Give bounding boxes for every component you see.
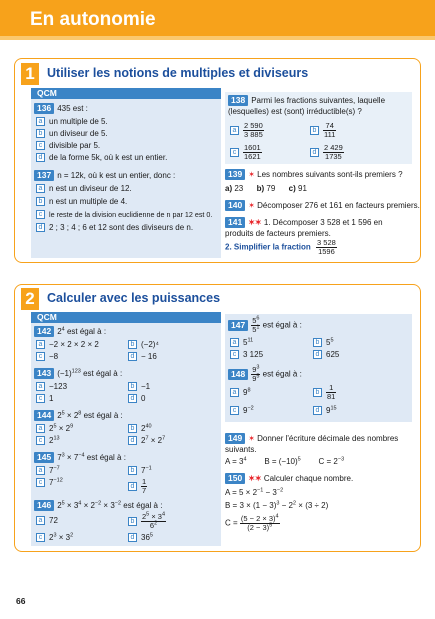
option-letter: b (313, 388, 322, 397)
fraction: $\frac{2^5 \times 3^4}{6^2}$ (142, 511, 166, 530)
fraction: $\frac{9^3}{9^5}$ (252, 364, 260, 383)
question-number: 148 (228, 369, 248, 380)
question-stem: Les nombres suivants sont-ils premiers ? (257, 170, 403, 179)
option-b[interactable]: b $2^{40}$ (128, 424, 152, 434)
option-a[interactable] (36, 184, 132, 194)
option-a[interactable] (36, 382, 67, 392)
option-letter: c (230, 350, 239, 359)
section-number: 1 (21, 63, 39, 85)
question-number: 138 (228, 95, 248, 106)
option-letter: a (230, 126, 239, 135)
question-136 (34, 103, 88, 114)
option-d[interactable] (128, 478, 147, 495)
question-149-items: $A = 3^4$ $B = (-10)^5$ $C = 2^{-3}$ (225, 456, 345, 466)
option-b[interactable] (36, 129, 108, 139)
question-number: 146 (34, 500, 54, 511)
numerator: 74 (323, 122, 336, 131)
qcm-label: QCM (31, 312, 221, 323)
numerator: 2 590 (244, 121, 263, 130)
option-letter: a (36, 466, 45, 475)
qcm-box (31, 88, 221, 258)
double-star-icon: ✶✶ (248, 474, 262, 483)
option-b[interactable]: b $5^5$ (313, 338, 334, 348)
fraction: $\frac{(5 - 2 \times 3)^4}{(2 - 3)^5}$ (240, 513, 279, 532)
question-stem: est égal à : (86, 453, 126, 462)
option-letter: c (36, 210, 45, 219)
expression-c: C = $\frac{(5 - 2 \times 3)^4}{(2 - 3)^5}$ (225, 513, 279, 532)
denominator: 1735 (325, 152, 342, 161)
fraction (243, 122, 264, 139)
option-text: un multiple de 5. (49, 117, 108, 126)
option-letter: c (230, 148, 239, 157)
option-c[interactable] (36, 141, 100, 151)
question-145: 145 $7^3 \times 7^{-4}$ est égal à : (34, 452, 126, 463)
question-number: 137 (34, 170, 54, 181)
question-stem: n = 12k, où k est un entier, donc : (57, 171, 176, 180)
question-stem: Décomposer 276 et 161 en facteurs premiers. (257, 201, 420, 210)
option-letter: a (36, 184, 45, 193)
section-1-panel (14, 58, 421, 263)
question-150 (225, 473, 353, 484)
option-text: −2 × 2 × 2 × 2 (49, 340, 99, 349)
section-2-panel (14, 284, 421, 552)
option-letter: b (128, 340, 137, 349)
option-letter: c (36, 478, 45, 487)
question-number: 139 (225, 169, 245, 180)
option-letter: b (128, 424, 137, 433)
option-letter: d (128, 533, 137, 542)
answer-c: 91 (298, 184, 307, 193)
double-star-icon: ✶✶ (248, 218, 262, 227)
option-c[interactable]: c $2^3 \times 3^2$ (36, 533, 73, 543)
option-a[interactable] (230, 122, 264, 139)
section-title: Utiliser les notions de multiples et diviseurs (47, 66, 309, 80)
qcm-label: QCM (31, 88, 221, 99)
question-number: 136 (34, 103, 54, 114)
fraction (316, 239, 337, 256)
fraction (243, 144, 262, 161)
question-number: 143 (34, 368, 54, 379)
question-number: 150 (225, 473, 245, 484)
option-d[interactable]: d $9^{15}$ (313, 406, 337, 416)
option-c[interactable]: c 3 125 (230, 350, 263, 360)
page-banner (0, 0, 435, 40)
banner-stripe (0, 36, 435, 40)
option-a[interactable]: a $7^{-7}$ (36, 466, 60, 476)
question-149 (225, 433, 413, 455)
question-part-1: 1. Décomposer 3 528 et 1 596 en produits de facteurs premiers. (225, 218, 383, 238)
option-text: −123 (49, 382, 68, 391)
question-141 (225, 217, 413, 239)
question-number: 147 (228, 320, 248, 331)
numerator: 3 528 (317, 238, 336, 247)
question-stem: Parmi les fractions suivantes, laquelle (lesquelles) est (sont) irréductible(s) ? (228, 96, 386, 116)
option-c[interactable]: c $2^{13}$ (36, 436, 60, 446)
option-letter: c (36, 352, 45, 361)
fraction: $\frac{1}{81}$ (327, 383, 336, 401)
option-c[interactable] (36, 210, 212, 220)
option-text: −8 (49, 352, 59, 361)
question-part-2: 2. Simplifier la fraction (225, 242, 311, 252)
question-144: 144 $2^5 \times 2^8$ est égal à : (34, 410, 123, 421)
option-letter: b (36, 197, 45, 206)
question-stem: est égal à : (123, 501, 163, 510)
qcm-box-right (225, 314, 412, 422)
option-letter: b (128, 517, 137, 526)
option-letter: a (36, 340, 45, 349)
option-letter: a (36, 117, 45, 126)
option-text: 0 (141, 394, 146, 403)
option-letter: c (36, 436, 45, 445)
question-137 (34, 170, 175, 181)
fraction (323, 122, 336, 139)
option-d[interactable]: d $2^7 \times 2^7$ (128, 436, 165, 446)
option-text: un diviseur de 5. (49, 129, 108, 138)
option-letter: a (36, 382, 45, 391)
option-c[interactable] (230, 144, 262, 161)
option-letter: d (128, 436, 137, 445)
option-letter: d (128, 394, 137, 403)
option-c[interactable] (36, 394, 53, 404)
fraction (323, 144, 344, 161)
numerator: 1601 (244, 143, 261, 152)
question-142: 142 $2^4$ est égal à : (34, 326, 106, 337)
question-stem: est égal à : (83, 369, 123, 378)
option-text: n est un diviseur de 12. (49, 184, 132, 193)
question-stem: est égal à : (66, 327, 107, 336)
option-letter: d (36, 223, 45, 232)
option-text: le reste de la division euclidienne de n par 12 est 0. (49, 210, 213, 219)
page-title: En autonomie (30, 9, 156, 30)
option-letter: d (310, 148, 319, 157)
option-b[interactable] (310, 122, 336, 139)
option-text: 1 (49, 394, 54, 403)
answer-b: 79 (266, 184, 276, 193)
option-letter: a (36, 424, 45, 433)
star-icon: ✶ (248, 434, 255, 443)
option-letter: d (128, 352, 137, 361)
option-d[interactable]: d 625 (313, 350, 339, 360)
option-d[interactable] (128, 352, 157, 362)
star-icon: ✶ (248, 170, 255, 179)
question-141-part-2 (225, 239, 337, 256)
expression-b: $B = 3 \times (1 - 3)^3 - 2^2 \times (3 \div 2)$ (225, 500, 329, 510)
option-letter: b (313, 338, 322, 347)
option-a[interactable]: a $9^8$ (230, 388, 251, 398)
option-c[interactable] (36, 352, 58, 362)
option-letter: b (310, 126, 319, 135)
option-letter: c (36, 394, 45, 403)
option-a[interactable] (36, 117, 108, 127)
question-stem: est égal à : (262, 369, 302, 379)
option-d[interactable] (36, 223, 193, 233)
option-d[interactable] (128, 394, 145, 404)
option-text: divisible par 5. (49, 141, 101, 150)
option-letter: c (36, 141, 45, 150)
question-139-answers: a) 23 b) 79 c) 91 (225, 184, 307, 193)
question-stem: Donner l'écriture décimale des nombres suivants. (225, 434, 399, 454)
question-140 (225, 200, 420, 211)
option-letter: d (313, 406, 322, 415)
option-letter: c (230, 406, 239, 415)
option-b[interactable] (128, 382, 150, 392)
page-number: 66 (16, 596, 26, 606)
denominator: 1621 (244, 152, 261, 161)
question-number: 149 (225, 433, 245, 444)
option-letter: d (36, 153, 45, 162)
expression-a: $A = 5 \times 2^{-1} - 3^{-2}$ (225, 487, 284, 497)
question-number: 140 (225, 200, 245, 211)
option-b[interactable] (128, 340, 159, 350)
option-d[interactable]: d $36^5$ (128, 533, 153, 543)
question-stem: est égal à : (262, 320, 302, 330)
denominator: 111 (324, 130, 336, 139)
option-text: n est un multiple de 4. (49, 197, 128, 206)
denominator: 1596 (318, 247, 335, 256)
fraction: $\frac{5^6}{5^1}$ (252, 315, 260, 334)
question-143: 143 $(-1)^{123}$ est égal à : (34, 368, 122, 379)
question-stem: Calculer chaque nombre. (263, 474, 354, 483)
question-148 (228, 366, 302, 383)
option-text: 2 ; 3 ; 4 ; 6 et 12 sont des diviseurs de n. (49, 223, 194, 232)
option-a[interactable]: a 72 (36, 516, 58, 526)
numerator: 2 429 (324, 143, 343, 152)
answer-a: 23 (234, 184, 244, 193)
option-letter: a (36, 516, 45, 525)
option-b[interactable] (128, 513, 166, 530)
question-138 (228, 95, 408, 117)
option-letter: d (128, 482, 137, 491)
question-139 (225, 169, 403, 180)
option-text: − 16 (141, 352, 157, 361)
question-number: 142 (34, 326, 54, 337)
question-number: 141 (225, 217, 245, 228)
section-title: Calculer avec les puissances (47, 291, 221, 305)
option-b[interactable]: b $7^{-1}$ (128, 466, 152, 476)
question-stem: 435 est : (57, 104, 88, 113)
question-number: 144 (34, 410, 54, 421)
option-letter: a (230, 338, 239, 347)
option-letter: b (36, 129, 45, 138)
option-a[interactable]: a $2^5 \times 2^9$ (36, 424, 73, 434)
fraction: $\frac{1}{7}$ (142, 477, 147, 495)
option-d[interactable] (310, 144, 344, 161)
denominator: 3 885 (244, 130, 263, 139)
option-letter: c (36, 533, 45, 542)
question-146: 146 $2^5 \times 3^4 \times 2^{-2} \times 3^{-2}$ est égal à : (34, 500, 162, 511)
question-138-box (225, 92, 412, 164)
option-letter: b (128, 382, 137, 391)
option-text: de la forme 5k, où k est un entier. (49, 153, 168, 162)
option-c[interactable]: c $7^{-12}$ (36, 478, 63, 488)
question-number: 145 (34, 452, 54, 463)
option-text: (−2)⁴ (141, 340, 159, 349)
star-icon: ✶ (248, 201, 255, 210)
option-a[interactable] (36, 340, 99, 350)
option-d[interactable] (36, 153, 167, 163)
question-stem: est égal à : (83, 411, 123, 420)
option-a[interactable]: a $5^{11}$ (230, 338, 253, 348)
section-number: 2 (21, 288, 39, 310)
option-c[interactable]: c $9^{-2}$ (230, 406, 254, 416)
option-letter: d (313, 350, 322, 359)
option-letter: a (230, 388, 239, 397)
option-b[interactable] (313, 384, 336, 401)
option-b[interactable] (36, 197, 127, 207)
qcm-box (31, 312, 221, 546)
option-text: −1 (141, 382, 151, 391)
option-letter: b (128, 466, 137, 475)
question-147 (228, 317, 302, 334)
